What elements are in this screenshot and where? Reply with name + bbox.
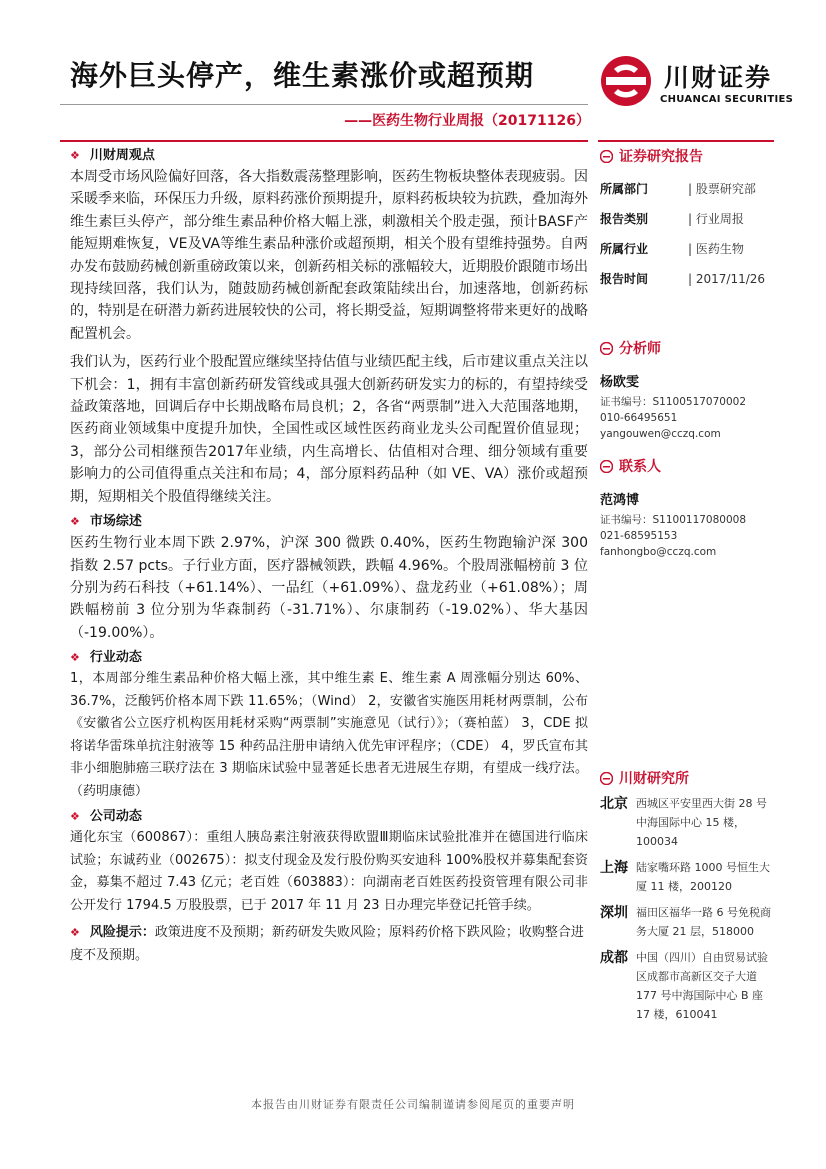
section-heading-company: ❖ 公司动态 bbox=[70, 809, 142, 825]
contact-heading: 联系人 bbox=[600, 456, 776, 478]
sidebar bbox=[600, 146, 776, 1031]
company-paragraph: 通化东宝（600867）：重组人胰岛素注射液获得欧盟Ⅲ期临床试验批准并在德国进行临床试验；东诚药业（002675）：拟支付现金及发行股份购买安迪科 100%股权并募集配套资金，募集不超过 7.43 亿元；老百姓（603883）：向湖南老百姓医药投资管理有限公司非公开发行 1794.5 万股股票，已于 2017 年 11 月 23 日办理完毕登记托管手续。 bbox=[70, 830, 588, 913]
analyst-phone: 010-66495651 bbox=[600, 412, 678, 424]
contact-heading-icon bbox=[600, 460, 613, 473]
chuancai-logo-icon bbox=[600, 55, 652, 107]
meta-report-type: 报告类别 | 行业周报 bbox=[600, 212, 744, 226]
section-heading-industry: ❖ 行业动态 bbox=[70, 650, 142, 666]
footer-disclaimer: 本报告由川财证券有限责任公司编制谨请参阅尾页的重要声明 bbox=[251, 1098, 575, 1111]
risk-warning: ❖ 风险提示：政策进度不及预期；新药研发失败风险；原料药价格下跌风险；收购整合进度不及预期。 bbox=[70, 925, 584, 964]
address-list bbox=[600, 794, 776, 1024]
analyst-email[interactable]: yangouwen@cczq.com bbox=[600, 428, 721, 440]
meta-report-date: 报告时间 | 2017/11/26 bbox=[600, 272, 766, 286]
diamond-bullet-icon: ❖ bbox=[70, 515, 80, 529]
report-meta bbox=[600, 174, 776, 294]
main-content bbox=[70, 146, 588, 967]
section-heading-market: ❖ 市场综述 bbox=[70, 514, 142, 530]
report-heading-icon bbox=[600, 150, 613, 163]
diamond-bullet-icon: ❖ bbox=[70, 651, 80, 665]
address-shenzhen: 深圳 福田区福华一路 6 号免税商务大厦 21 层，518000 bbox=[600, 905, 771, 938]
title-divider bbox=[60, 104, 588, 105]
meta-industry: 所属行业 | 医药生物 bbox=[600, 242, 744, 256]
analyst-heading: 分析师 bbox=[600, 338, 776, 360]
address-chengdu: 成都 中国（四川）自由贸易试验区成都市高新区交子大道 177 号中海国际中心 B 座 17 楼，610041 bbox=[600, 950, 768, 1021]
analyst-heading-icon bbox=[600, 342, 613, 355]
analyst-card bbox=[600, 372, 776, 442]
institute-heading-icon bbox=[600, 772, 613, 785]
weekly-view-paragraph-2: 我们认为，医药行业个股配置应继续坚持估值与业绩匹配主线，后市建议重点关注以下机会：1，拥有丰富创新药研发管线或具强大创新药研发实力的标的，有望持续受益政策落地，回调后存中长期战略布局良机；2，各省“两票制”进入大范围落地期，医药商业领域集中度提升加快，全国性或区域性医药商业龙头公司配置价值显现；3，部分公司相继预告2017年业绩，内生高增长、估值相对合理、细分领域有重要影响力的公司值得重点关注和布局；4，部分原料药品种（如 VE、VA）涨价或超预期，短期相关个股值得继续关注。 bbox=[70, 354, 588, 505]
contact-email[interactable]: fanhongbo@cczq.com bbox=[600, 546, 717, 558]
contact-phone: 021-68595153 bbox=[600, 530, 678, 542]
report-title: 海外巨头停产，维生素涨价或超预期 bbox=[70, 59, 535, 92]
brand-name-en: CHUANCAI SECURITIES bbox=[660, 94, 794, 105]
market-paragraph: 医药生物行业本周下跌 2.97%，沪深 300 微跌 0.40%，医药生物跑输沪深 300 指数 2.57 pcts。子行业方面，医疗器械领跌，跌幅 4.96%。个股周涨幅榜前 3 位分别为药石科技（+61.14%）、一品红（+61.09%）、盘龙药业（+61.08%）；周跌幅榜前 3 位分别为华森制药（-31.71%）、尔康制药（-19.02%）、华大基因（-19.00%）。 bbox=[70, 535, 588, 641]
industry-paragraph: 1，本周部分维生素品种价格大幅上涨，其中维生素 E、维生素 A 周涨幅分别达 60%、36.7%，泛酸钙价格本周下跌 11.65%；（Wind） 2，安徽省实施医用耗材两票制，公布《安徽省公立医疗机构医用耗材采购“两票制”实施意见（试行）》；（赛柏蓝） 3，CDE 拟将诺华雷珠单抗注射液等 15 种药品注册申请纳入优先审评程序；（CDE） 4，罗氏宣布其非小细胞肺癌三联疗法在 3 期临床试验中显著延长患者无进展生存期，有望成一线疗法。（药明康德） bbox=[70, 671, 588, 799]
header-rule-right bbox=[598, 140, 774, 142]
institute-heading: 川财研究所 bbox=[600, 768, 776, 790]
section-heading-weekly-view: ❖ 川财周观点 bbox=[70, 148, 155, 163]
diamond-bullet-icon: ❖ bbox=[70, 926, 80, 940]
meta-department: 所属部门 | 股票研究部 bbox=[600, 182, 756, 196]
report-info-heading: 证券研究报告 bbox=[600, 146, 776, 168]
analyst-name: 杨欧雯 bbox=[600, 375, 640, 390]
report-subtitle: ——医药生物行业周报（20171126） bbox=[344, 113, 590, 129]
contact-card bbox=[600, 490, 776, 560]
address-beijing: 北京 西城区平安里西大街 28 号中海国际中心 15 楼，100034 bbox=[600, 796, 767, 848]
diamond-bullet-icon: ❖ bbox=[70, 149, 80, 162]
analyst-cert: 证书编号：S1100517070002 bbox=[600, 396, 747, 408]
contact-cert: 证书编号：S1100117080008 bbox=[600, 514, 747, 526]
weekly-view-paragraph-1: 本周受市场风险偏好回落，各大指数震荡整理影响，医药生物板块整体表现疲弱。因采暖季来临，环保压力升级，原料药涨价预期提升，原料药板块较为抗跌，叠加海外维生素巨头停产，部分维生素品种价格大幅上涨，刺激相关个股走强，预计BASF产能短期难恢复，VE及VA等维生素品种涨价或超预期，相关个股有望维持强势。自两办发布鼓励药械创新重磅政策以来，创新药相关标的涨幅较大，近期股价跟随市场出现持续回落，我们认为，随鼓励药械创新配套政策陆续出台，加速落地，创新药标的，特别是在研潜力新药进展较快的公司，将长期受益，短期调整将带来更好的战略配置机会。 bbox=[70, 169, 588, 342]
brand-name-cn: 川财证券 bbox=[664, 63, 773, 92]
header-rule-left bbox=[60, 140, 588, 142]
contact-name: 范鸿博 bbox=[600, 493, 640, 508]
diamond-bullet-icon: ❖ bbox=[70, 810, 80, 824]
address-shanghai: 上海 陆家嘴环路 1000 号恒生大厦 11 楼，200120 bbox=[600, 860, 770, 893]
